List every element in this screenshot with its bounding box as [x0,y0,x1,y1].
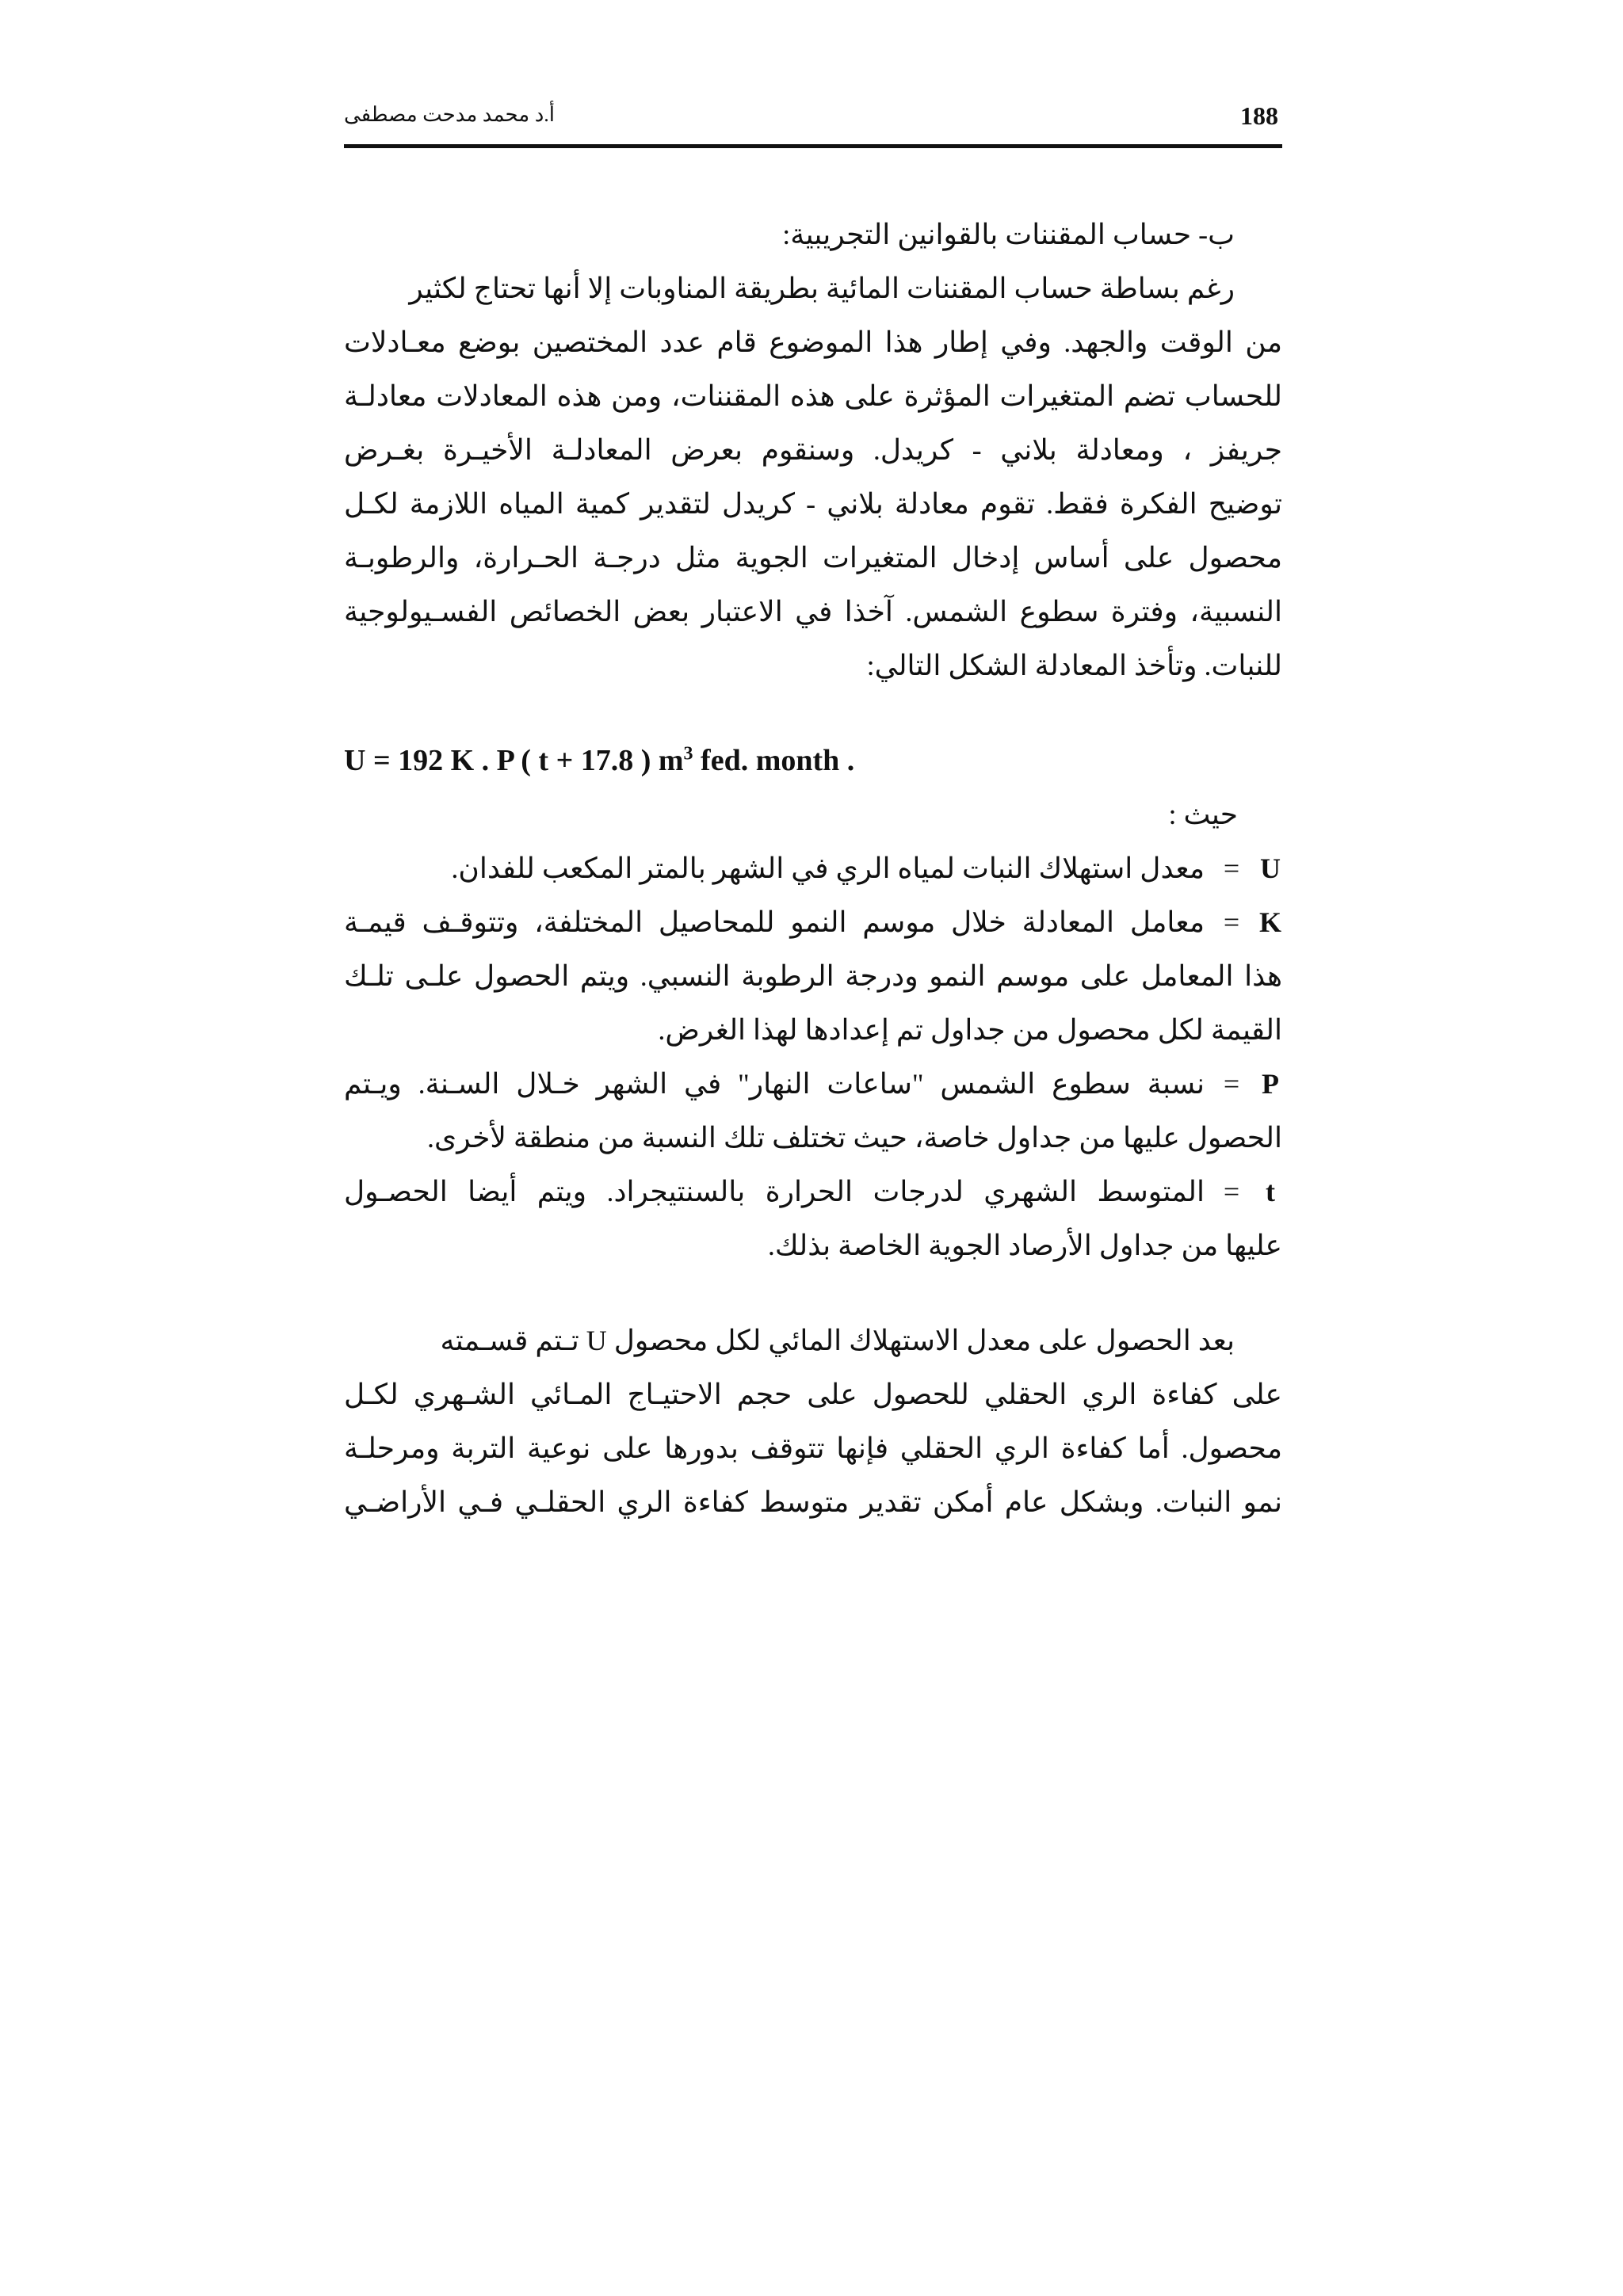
paragraph-line: توضيح الفكرة فقط. تقوم معادلة بلاني - كريدل لتقدير كمية المياه اللازمة لكـل [344,488,1282,520]
paragraph-line: نمو النبات. وبشكل عام أمكن تقدير متوسط كفاءة الري الحقلـي فـي الأراضـي [344,1486,1282,1518]
definition-t [344,1165,1282,1272]
paragraph-line: محصول على أساس إدخال المتغيرات الجوية مثل درجـة الحـرارة، والرطوبـة [344,542,1282,574]
definition-text: المتوسط الشهري لدرجات الحرارة بالسنتيجراد. ويتم أيضا الحصـول [344,1176,1205,1207]
page-body [344,208,1282,1529]
symbol: t [1266,1176,1275,1207]
section-title: ب- حساب المقننات بالقوانين التجريبية: [782,219,1235,250]
paragraph-line: للحساب تضم المتغيرات المؤثرة على هذه المقننات، ومن هذه المعادلات معادلـة [344,380,1282,412]
paragraph-line: من الوقت والجهد. وفي إطار هذا الموضوع قام عدد المختصين بوضع معـادلات [344,326,1282,358]
paragraph-line: النسبية، وفترة سطوع الشمس. آخذا في الاعتبار بعض الخصائص الفسـيولوجية [344,596,1282,627]
equals-sign: = [1223,1176,1240,1207]
definition-k [344,895,1282,1057]
definition-continuation: الحصول عليها من جداول خاصة، حيث تختلف تلك النسبة من منطقة لأخرى. [427,1122,1282,1154]
where-label: حيث : [1168,799,1238,830]
symbol: K [1258,906,1281,938]
equation-main: U = 192 K . P ( t + 17.8 ) m [344,744,684,777]
page-number: 188 [1240,101,1278,130]
definition-continuation: هذا المعامل على موسم النمو ودرجة الرطوبة النسبي. ويتم الحصول علـى تلـك [344,960,1282,992]
intro-paragraph [344,261,1282,692]
running-header-author: أ.د محمد مدحت مصطفى [344,103,555,126]
definition-text: معدل استهلاك النبات لمياه الري في الشهر بالمتر المكعب للفدان. [451,852,1205,884]
definition-u [344,841,1282,895]
equation-superscript: 3 [683,743,693,765]
definition-continuation: عليها من جداول الأرصاد الجوية الخاصة بذلك. [767,1230,1282,1261]
definition-text: معامل المعادلة خلال موسم النمو للمحاصيل المختلفة، وتتوقـف قيمـة [344,906,1205,938]
definition-continuation: القيمة لكل محصول من جداول تم إعدادها لهذا الغرض. [658,1014,1282,1046]
header-rule [344,144,1282,148]
equation-tail: fed. month . [693,744,855,777]
symbol: U [1260,852,1281,884]
paragraph-line: على كفاءة الري الحقلي للحصول على حجم الاحتيـاج المـائي الشـهري لكـل [344,1379,1282,1410]
closing-paragraph [344,1314,1282,1529]
paragraph-line: رغم بساطة حساب المقننات المائية بطريقة المناوبات إلا أنها تحتاج لكثير [409,273,1235,304]
equals-sign: = [1223,1068,1240,1100]
paragraph-line: بعد الحصول على معدل الاستهلاك المائي لكل محصول U تـتم قسـمته [440,1325,1235,1356]
definition-text: نسبة سطوع الشمس "ساعات النهار" في الشهر خـلال السـنة. ويـتم [344,1068,1205,1100]
blaney-criddle-equation [344,734,1282,788]
symbol: P [1262,1068,1279,1100]
paragraph-line: جريفز ، ومعادلة بلاني - كريدل. وسنقوم بعرض المعادلـة الأخيـرة بغـرض [344,434,1282,466]
paragraph-line: للنبات. وتأخذ المعادلة الشكل التالي: [866,650,1282,681]
paragraph-line: محصول. أما كفاءة الري الحقلي فإنها تتوقف بدورها على نوعية التربة ومرحلـة [344,1432,1282,1464]
equals-sign: = [1223,852,1240,884]
definition-p [344,1057,1282,1165]
equals-sign: = [1223,906,1240,938]
